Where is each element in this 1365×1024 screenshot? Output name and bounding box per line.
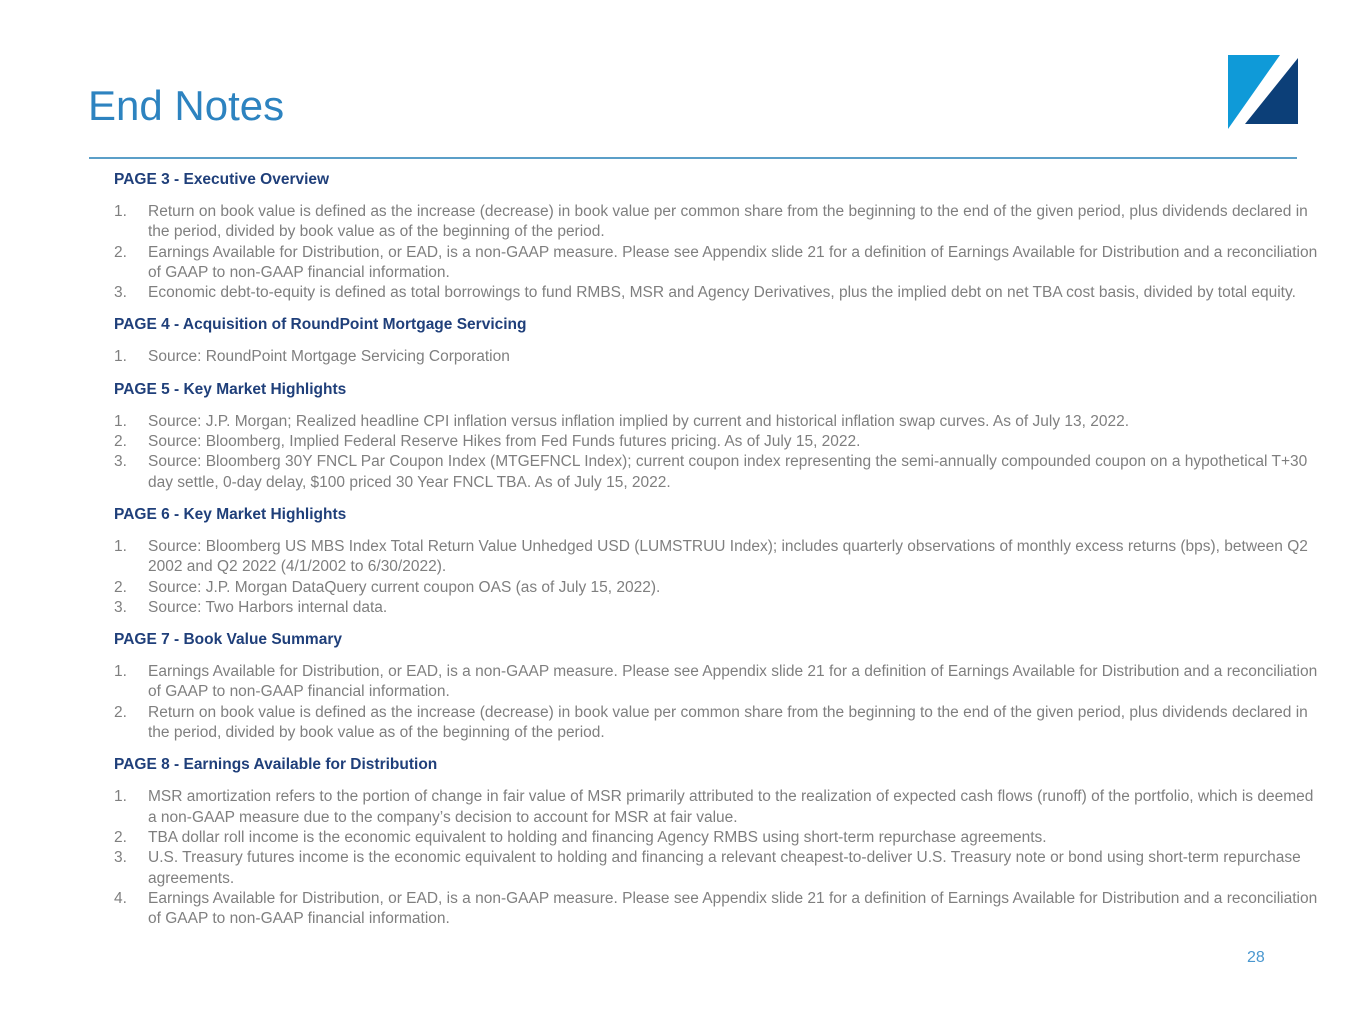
note-number: 1. [114, 348, 127, 366]
note-number: 4. [114, 889, 127, 907]
note-text: Source: J.P. Morgan DataQuery current coupon OAS (as of July 15, 2022). [148, 578, 661, 596]
note-number: 2. [114, 243, 127, 261]
notes-section [114, 505, 1319, 618]
two-harbors-logo-icon [1228, 55, 1298, 129]
note-text: Source: Bloomberg US MBS Index Total Return Value Unhedged USD (LUMSTRUU Index); includes quarterly observations of monthly excess returns (bps), between Q2 2002 and Q2 2022 (4/1/2002 to 6/30/2022). [148, 537, 1308, 576]
note-text: Earnings Available for Distribution, or EAD, is a non-GAAP measure. Please see Appendix slide 21 for a definition of Earnings Available for Distribution and a reconciliation of GAAP to non-GAAP financial information. [148, 243, 1318, 281]
note-item [114, 598, 1319, 618]
note-number: 1. [114, 412, 127, 430]
notes-section [114, 630, 1319, 743]
note-item [114, 283, 1319, 303]
note-number: 2. [114, 703, 127, 721]
note-text: Source: Bloomberg, Implied Federal Reserve Hikes from Fed Funds futures pricing. As of July 15, 2022. [148, 433, 861, 451]
note-item [114, 828, 1319, 848]
note-item [114, 578, 1319, 598]
note-number: 1. [114, 663, 127, 681]
notes-list [114, 662, 1319, 743]
note-text: Source: RoundPoint Mortgage Servicing Corporation [148, 348, 510, 366]
note-number: 3. [114, 453, 127, 471]
note-text: U.S. Treasury futures income is the economic equivalent to holding and financing a relevant cheapest-to-deliver U.S. Treasury note or bond using short-term repurchase agreements. [148, 849, 1301, 887]
note-item [114, 537, 1319, 578]
note-text: Earnings Available for Distribution, or EAD, is a non-GAAP measure. Please see Appendix slide 21 for a definition of Earnings Available for Distribution and a reconciliation of GAAP to non-GAAP financial information. [148, 889, 1318, 928]
note-text: Return on book value is defined as the increase (decrease) in book value per common share from the beginning to the end of the given period, plus dividends declared in the period, divided by book value as of the beginning of the period. [148, 203, 1308, 241]
note-item [114, 243, 1319, 284]
section-heading: PAGE 5 - Key Market Highlights [114, 380, 347, 398]
note-number: 2. [114, 433, 127, 451]
note-item [114, 662, 1319, 703]
note-number: 1. [114, 788, 127, 806]
section-heading: PAGE 8 - Earnings Available for Distribution [114, 756, 438, 774]
notes-list [114, 787, 1319, 929]
note-number: 1. [114, 537, 127, 555]
note-item [114, 452, 1319, 493]
note-text: Source: J.P. Morgan; Realized headline CPI inflation versus inflation implied by current and historical inflation swap curves. As of July 13, 2022. [148, 412, 1130, 430]
note-number: 3. [114, 284, 127, 302]
note-item [114, 889, 1319, 930]
notes-list [114, 537, 1319, 618]
notes-section [114, 380, 1319, 493]
note-item [114, 432, 1319, 452]
page-number: 28 [1247, 949, 1265, 966]
note-text: Source: Two Harbors internal data. [148, 598, 388, 616]
section-heading: PAGE 3 - Executive Overview [114, 171, 330, 188]
note-number: 3. [114, 849, 127, 867]
notes-list [114, 412, 1319, 493]
notes-list [114, 202, 1319, 303]
note-item [114, 848, 1319, 889]
note-item [114, 202, 1319, 243]
note-item [114, 787, 1319, 828]
section-heading: PAGE 4 - Acquisition of RoundPoint Mortgage Servicing [114, 316, 527, 334]
notes-section [114, 170, 1319, 303]
note-number: 3. [114, 598, 127, 616]
page-title: End Notes [88, 82, 285, 129]
notes-list [114, 347, 1319, 367]
note-text: MSR amortization refers to the portion of change in fair value of MSR primarily attributed to the realization of expected cash flows (runoff) of the portfolio, which is deemed a non-GAAP measure due to the company’s decision to account for MSR at fair value. [148, 788, 1314, 826]
note-text: Economic debt-to-equity is defined as total borrowings to fund RMBS, MSR and Agency Derivatives, plus the implied debt on net TBA cost basis, divided by total equity. [148, 284, 1296, 302]
section-heading: PAGE 7 - Book Value Summary [114, 631, 342, 649]
note-item [114, 347, 1319, 367]
title-divider [89, 157, 1297, 159]
note-item [114, 703, 1319, 744]
note-text: Source: Bloomberg 30Y FNCL Par Coupon Index (MTGEFNCL Index); current coupon index representing the semi-annually compounded coupon on a hypothetical T+30 day settle, 0-day delay, $100 priced 30 Year FNCL TBA. As of July 15, 2022. [148, 453, 1308, 491]
notes-section [114, 315, 1319, 367]
notes-section [114, 755, 1319, 929]
note-text: Earnings Available for Distribution, or EAD, is a non-GAAP measure. Please see Appendix slide 21 for a definition of Earnings Available for Distribution and a reconciliation of GAAP to non-GAAP financial information. [148, 663, 1318, 701]
note-text: TBA dollar roll income is the economic equivalent to holding and financing Agency RMBS using short-term repurchase agreements. [148, 828, 1047, 846]
section-heading: PAGE 6 - Key Market Highlights [114, 505, 347, 523]
end-notes-content [114, 170, 1319, 941]
note-number: 1. [114, 203, 127, 220]
note-text: Return on book value is defined as the increase (decrease) in book value per common share from the beginning to the end of the given period, plus dividends declared in the period, divided by book value as of the beginning of the period. [148, 703, 1308, 742]
note-number: 2. [114, 578, 127, 596]
note-number: 2. [114, 828, 127, 846]
note-item [114, 412, 1319, 432]
